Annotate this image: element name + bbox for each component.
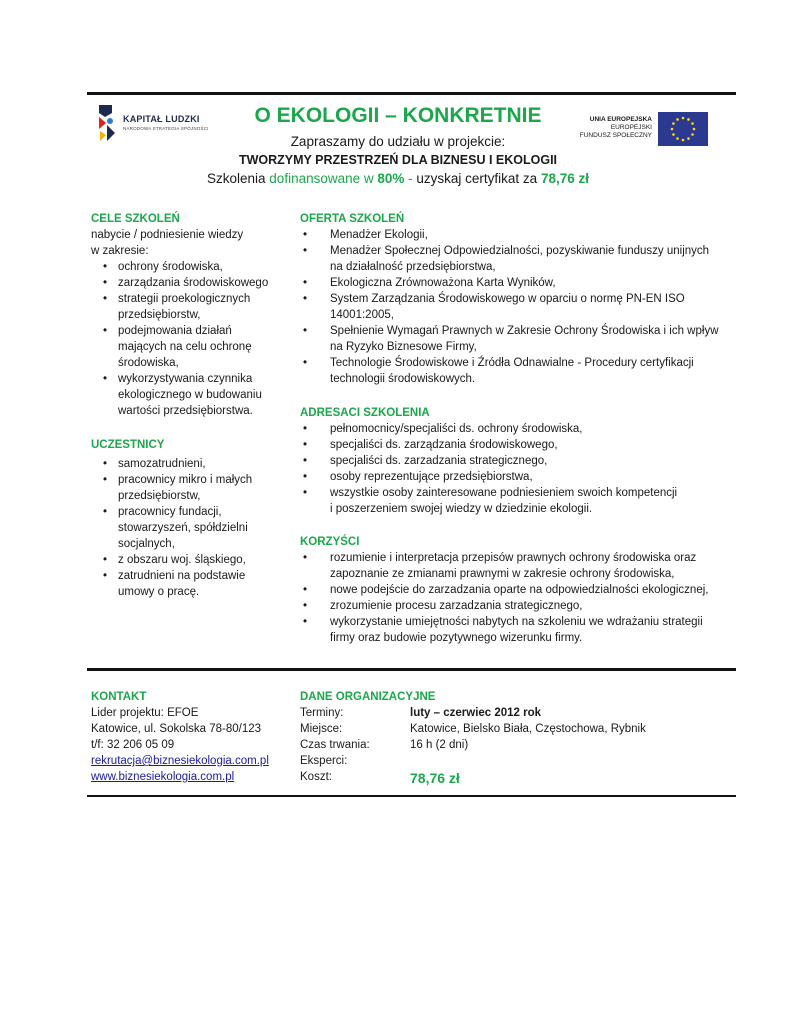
- list-item-line: • Menadżer Społecznej Odpowiedzialności, pozyskiwanie funduszy unijnych: [330, 245, 710, 257]
- dane-value: [410, 753, 740, 769]
- list-item-line: 14001:2005,: [330, 309, 394, 321]
- eu-star-icon: [691, 133, 694, 136]
- eu-logo: [579, 112, 710, 148]
- eu-star-icon: [693, 128, 696, 131]
- list-item: [300, 243, 740, 275]
- eu-star-icon: [687, 118, 690, 121]
- korzysci-list: [300, 550, 740, 646]
- list-item-line: • pełnomocnicy/specjaliści ds. ochrony środowiska,: [330, 423, 583, 435]
- list-item-line: • pracownicy fundacji,: [118, 506, 222, 518]
- list-item-line: na działalność przedsiębiorstwa,: [330, 261, 496, 273]
- adresaci-list: [300, 421, 740, 517]
- list-item: [91, 275, 281, 291]
- funding-part3: -: [404, 171, 417, 186]
- dane-row-koszt: [300, 769, 740, 787]
- list-item: [300, 437, 740, 453]
- kapital-ludzki-logo: [96, 103, 208, 145]
- funding-line: [160, 171, 636, 186]
- list-item-line: • wszystkie osoby zainteresowane podniesieniem swoich kompetencji: [330, 487, 678, 499]
- kontakt-leader: Lider projektu: EFOE: [91, 707, 199, 719]
- left-column: [91, 211, 281, 600]
- list-item: [300, 582, 740, 598]
- list-item-line: przedsiębiorstw,: [118, 490, 201, 502]
- dane-label: Koszt:: [300, 771, 332, 783]
- list-item: [91, 568, 281, 600]
- funding-part1: Szkolenia: [207, 171, 270, 186]
- list-item: [300, 275, 740, 291]
- list-item-line: ekologicznego w budowaniu: [118, 389, 262, 401]
- list-item-line: mających na celu ochronę: [118, 341, 252, 353]
- middle-divider: [87, 668, 736, 671]
- dane-row-miejsce: [300, 721, 740, 737]
- list-item-line: • pracownicy mikro i małych: [118, 474, 253, 486]
- page-title: O EKOLOGII – KONKRETNIE: [254, 104, 542, 127]
- list-item: [91, 472, 281, 504]
- eu-star-icon: [687, 137, 690, 140]
- eu-star-icon: [672, 133, 675, 136]
- list-item: [300, 355, 740, 387]
- eu-star-icon: [672, 122, 675, 125]
- dane-row-eksperci: [300, 753, 740, 769]
- list-item-line: firmy oraz budowie pozytywnego wizerunku firmy.: [330, 632, 583, 644]
- dane-label: Miejsce:: [300, 723, 343, 735]
- funding-price: 78,76 zł: [540, 171, 589, 186]
- dane-label: Terminy:: [300, 707, 344, 719]
- invite-text: Zapraszamy do udziału w projekcie:: [290, 134, 506, 149]
- list-item: [300, 550, 740, 582]
- list-item-line: • podejmowania działań: [118, 325, 232, 337]
- list-item-line: na Ryzyko Biznesowe Firmy,: [330, 341, 477, 353]
- list-item-line: przedsiębiorstw,: [118, 309, 201, 321]
- list-item-line: • samozatrudnieni,: [118, 458, 206, 470]
- kontakt-email-link[interactable]: rekrutacja@biznesiekologia.com.pl: [91, 755, 269, 767]
- cele-heading: CELE SZKOLEŃ: [91, 213, 180, 225]
- list-item-line: • wykorzystanie umiejętności nabytych na szkoleniu we wdrażaniu strategii: [330, 616, 703, 628]
- cele-intro-1: nabycie / podniesienie wiedzy: [91, 229, 244, 241]
- list-item: [91, 291, 281, 323]
- right-column: [300, 211, 740, 646]
- list-item: [91, 456, 281, 472]
- list-item-line: technologii środowiskowych.: [330, 373, 476, 385]
- list-item: [300, 227, 740, 243]
- kontakt-phone: t/f: 32 206 05 09: [91, 739, 175, 751]
- korzysci-heading: KORZYŚCI: [300, 536, 360, 548]
- list-item-line: • wykorzystywania czynnika: [118, 373, 253, 385]
- eu-star-icon: [691, 122, 694, 125]
- oferta-heading: OFERTA SZKOLEŃ: [300, 213, 405, 225]
- list-item-line: • nowe podejście do zarzadzania oparte na odpowiedzialności ekologicznej,: [330, 584, 709, 596]
- uczestnicy-list: [91, 456, 281, 600]
- eu-star-icon: [676, 118, 679, 121]
- list-item-line: i poszerzeniem swojej wiedzy w dziedzinie ekologii.: [330, 503, 593, 515]
- list-item-line: • Technologie Środowiskowe i Źródła Odnawialne - Procedury certyfikacji: [330, 357, 694, 369]
- list-item: [300, 291, 740, 323]
- list-item: [91, 371, 281, 419]
- eu-star-icon: [682, 117, 685, 120]
- list-item-line: • specjaliści ds. zarzadzania strategicznego,: [330, 455, 548, 467]
- list-item: [300, 453, 740, 469]
- uczestnicy-heading: UCZESTNICY: [91, 439, 165, 451]
- list-item-line: umowy o pracę.: [118, 586, 200, 598]
- funding-percent: 80%: [377, 171, 405, 186]
- list-item-line: • Menadżer Ekologii,: [330, 229, 428, 241]
- list-item: [91, 504, 281, 552]
- list-item-line: • specjaliści ds. zarządzania środowiskowego,: [330, 439, 558, 451]
- cele-list: [91, 259, 281, 419]
- bottom-divider: [87, 795, 736, 797]
- dane-value: Katowice, Bielsko Biała, Częstochowa, Rybnik: [410, 723, 646, 735]
- list-item-line: • zatrudnieni na podstawie: [118, 570, 246, 582]
- kapital-ludzki-title: KAPITAŁ LUDZKI: [123, 114, 200, 124]
- dane-value: luty – czerwiec 2012 rok: [410, 707, 542, 719]
- list-item-line: • Spełnienie Wymagań Prawnych w Zakresie Ochrony Środowiska i ich wpływ: [330, 325, 719, 337]
- list-item-line: środowiska,: [118, 357, 179, 369]
- list-item-line: • Ekologiczna Zrównoważona Karta Wyników,: [330, 277, 556, 289]
- eu-star-icon: [671, 128, 674, 131]
- list-item: [91, 259, 281, 275]
- koszt-value: 78,76 zł: [410, 770, 460, 786]
- list-item: [91, 552, 281, 568]
- top-divider: [87, 92, 736, 95]
- funding-part4: uzyskaj certyfikat za: [416, 171, 541, 186]
- eu-line2: EUROPEJSKI: [610, 124, 652, 131]
- adresaci-heading: ADRESACI SZKOLENIA: [300, 407, 430, 419]
- list-item-line: • System Zarządzania Środowiskowego w oparciu o normę PN-EN ISO: [330, 293, 685, 305]
- oferta-list: [300, 227, 740, 387]
- eu-star-icon: [676, 137, 679, 140]
- kontakt-address: Katowice, ul. Sokolska 78-80/123: [91, 723, 262, 735]
- list-item-line: • ochrony środowiska,: [118, 261, 223, 273]
- funding-part2: dofinansowane w: [269, 171, 378, 186]
- list-item-line: • zarządzania środowiskowego: [118, 277, 269, 289]
- dane-row-czas: [300, 737, 740, 753]
- list-item: [300, 323, 740, 355]
- list-item: [300, 614, 740, 646]
- dane-value: 16 h (2 dni): [410, 739, 469, 751]
- list-item-line: wartości przedsiębiorstwa.: [118, 405, 253, 417]
- list-item-line: zapoznanie ze zmianami prawnymi w zakresie ochrony środowiska,: [330, 568, 675, 580]
- list-item-line: socjalnych,: [118, 538, 175, 550]
- contact-section: [91, 689, 291, 785]
- eu-line1: UNIA EUROPEJSKA: [589, 116, 652, 123]
- list-item: [300, 421, 740, 437]
- dane-row-terminy: [300, 705, 740, 721]
- list-item-line: • zrozumienie procesu zarzadzania strategicznego,: [330, 600, 583, 612]
- kapital-ludzki-logo-icon: [96, 103, 122, 145]
- list-item-line: • osoby reprezentujące przedsiębiorstwa,: [330, 471, 533, 483]
- list-item-line: • strategii proekologicznych: [118, 293, 251, 305]
- list-item: [300, 469, 740, 485]
- list-item-line: stowarzyszeń, spółdzielni: [118, 522, 248, 534]
- list-item: [91, 323, 281, 371]
- cele-intro-2: w zakresie:: [91, 245, 149, 257]
- eu-flag-icon: [658, 112, 708, 146]
- dane-label: Czas trwania:: [300, 739, 370, 751]
- list-item: [300, 485, 740, 517]
- eu-line3: FUNDUSZ SPOŁECZNY: [579, 132, 652, 139]
- kontakt-heading: KONTAKT: [91, 691, 147, 703]
- list-item-line: • z obszaru woj. śląskiego,: [118, 554, 246, 566]
- kontakt-website-link[interactable]: www.biznesiekologia.com.pl: [91, 771, 235, 783]
- project-name: TWORZYMY PRZESTRZEŃ DLA BIZNESU I EKOLOGII: [238, 153, 558, 167]
- dane-heading: DANE ORGANIZACYJNE: [300, 691, 436, 703]
- eu-star-icon: [682, 139, 685, 142]
- list-item-line: • rozumienie i interpretacja przepisów prawnych ochrony środowiska oraz: [330, 552, 697, 564]
- dane-label: Eksperci:: [300, 755, 348, 767]
- list-item: [300, 598, 740, 614]
- organizational-data-section: [300, 689, 740, 787]
- kapital-ludzki-subtitle: NARODOWA STRATEGIA SPÓJNOŚCI: [123, 126, 209, 131]
